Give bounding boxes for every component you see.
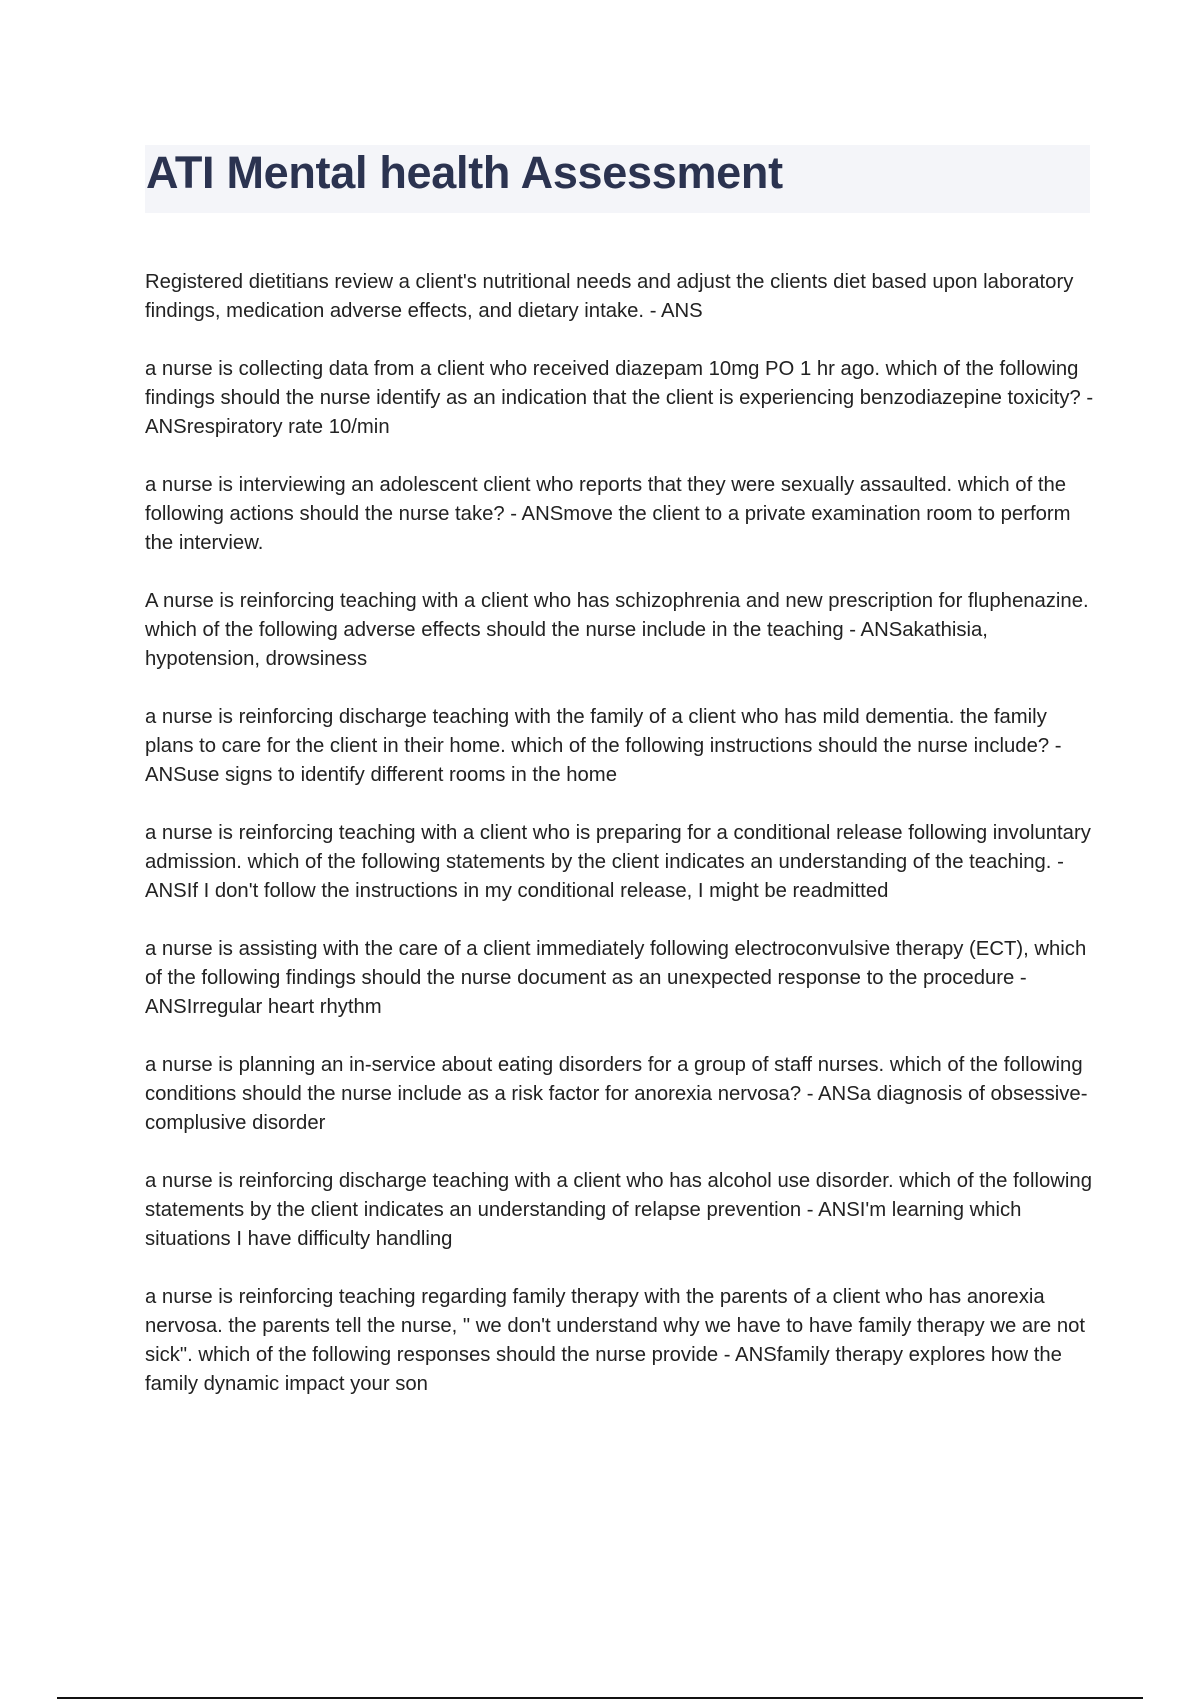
qa-item: a nurse is reinforcing teaching regarding family therapy with the parents of a client who has anorexia nervosa. the parents tell the nurse, " we don't understand why we have to have family therapy we are not sick". which of the following responses should the nurse provide - ANSfamily therapy explores how the family dynamic impact your son [145, 1286, 1086, 1395]
qa-item: a nurse is planning an in-service about eating disorders for a group of staff nurses. which of the following conditions should the nurse include as a risk factor for anorexia nervosa? - ANSa diagnosis of obsessive-complusive disorder [145, 1054, 1088, 1134]
qa-item: a nurse is collecting data from a client who received diazepam 10mg PO 1 hr ago. which of the following findings should the nurse identify as an indication that the client is experiencing benzodiazepine toxicity? - ANSrespiratory rate 10/min [145, 358, 1094, 438]
qa-item: Registered dietitians review a client's nutritional needs and adjust the clients diet based upon laboratory findings, medication adverse effects, and dietary intake. - ANS [145, 271, 1074, 322]
qa-item: a nurse is assisting with the care of a client immediately following electroconvulsive therapy (ECT), which of the following findings should the nurse document as an unexpected response to the procedure - ANSIrregular heart rhythm [145, 938, 1087, 1018]
qa-item: A nurse is reinforcing teaching with a client who has schizophrenia and new prescription for fluphenazine. which of the following adverse effects should the nurse include in the teaching - ANSakathisia, hypotension, drowsiness [145, 590, 1089, 670]
document-title: ATI Mental health Assessment [146, 147, 783, 198]
qa-item: a nurse is interviewing an adolescent client who reports that they were sexually assaulted. which of the following actions should the nurse take? - ANSmove the client to a private examination room to perform the interview. [145, 474, 1071, 554]
qa-list [145, 268, 1095, 1428]
qa-item: a nurse is reinforcing discharge teaching with the family of a client who has mild dementia. the family plans to care for the client in their home. which of the following instructions should the nurse include? - ANSuse signs to identify different rooms in the home [145, 706, 1062, 786]
bottom-divider [57, 1697, 1143, 1699]
qa-item: a nurse is reinforcing discharge teaching with a client who has alcohol use disorder. which of the following statements by the client indicates an understanding of relapse prevention - ANSI'm learning which situations I have difficulty handling [145, 1170, 1092, 1250]
qa-item: a nurse is reinforcing teaching with a client who is preparing for a conditional release following involuntary admission. which of the following statements by the client indicates an understanding of the teaching. - ANSIf I don't follow the instructions in my conditional release, I might be readmitted [145, 822, 1091, 902]
